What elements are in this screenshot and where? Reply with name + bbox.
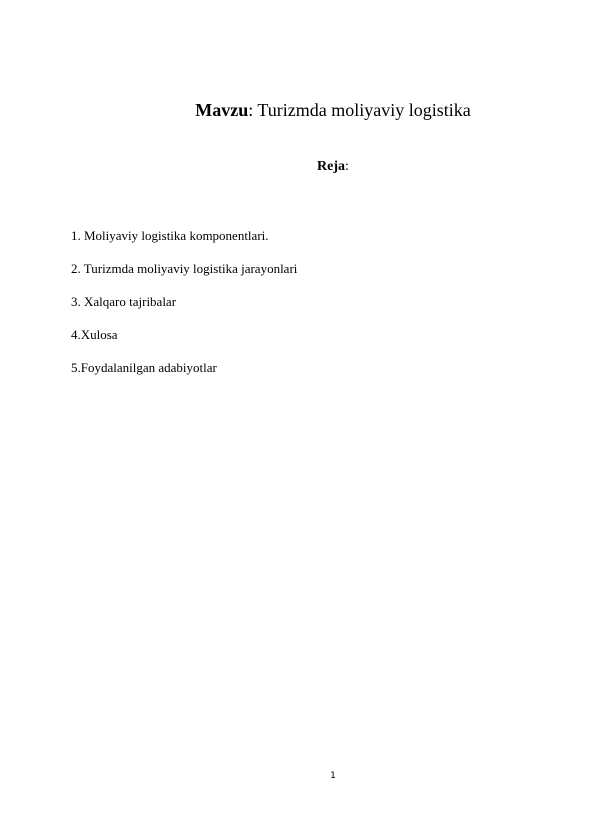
page-number: 1 bbox=[330, 771, 336, 781]
plan-item-4: 4.Xulosa bbox=[71, 327, 118, 342]
plan-item-3: 3. Xalqaro tajribalar bbox=[71, 294, 177, 309]
title-text: Turizmda moliyaviy logistika bbox=[253, 100, 471, 120]
title-separator: : bbox=[248, 100, 254, 120]
title-label: Mavzu bbox=[195, 100, 249, 120]
plan-item-1: 1. Moliyaviy logistika komponentlari. bbox=[71, 228, 269, 243]
plan-label: Reja bbox=[317, 159, 346, 174]
plan-item-5: 5.Foydalanilgan adabiyotlar bbox=[71, 360, 217, 375]
plan-heading bbox=[0, 158, 610, 176]
plan-item-2: 2. Turizmda moliyaviy logistika jarayonlari bbox=[71, 261, 298, 276]
plan-separator: : bbox=[345, 159, 349, 174]
document-title bbox=[0, 98, 610, 122]
plan-list bbox=[71, 227, 297, 392]
